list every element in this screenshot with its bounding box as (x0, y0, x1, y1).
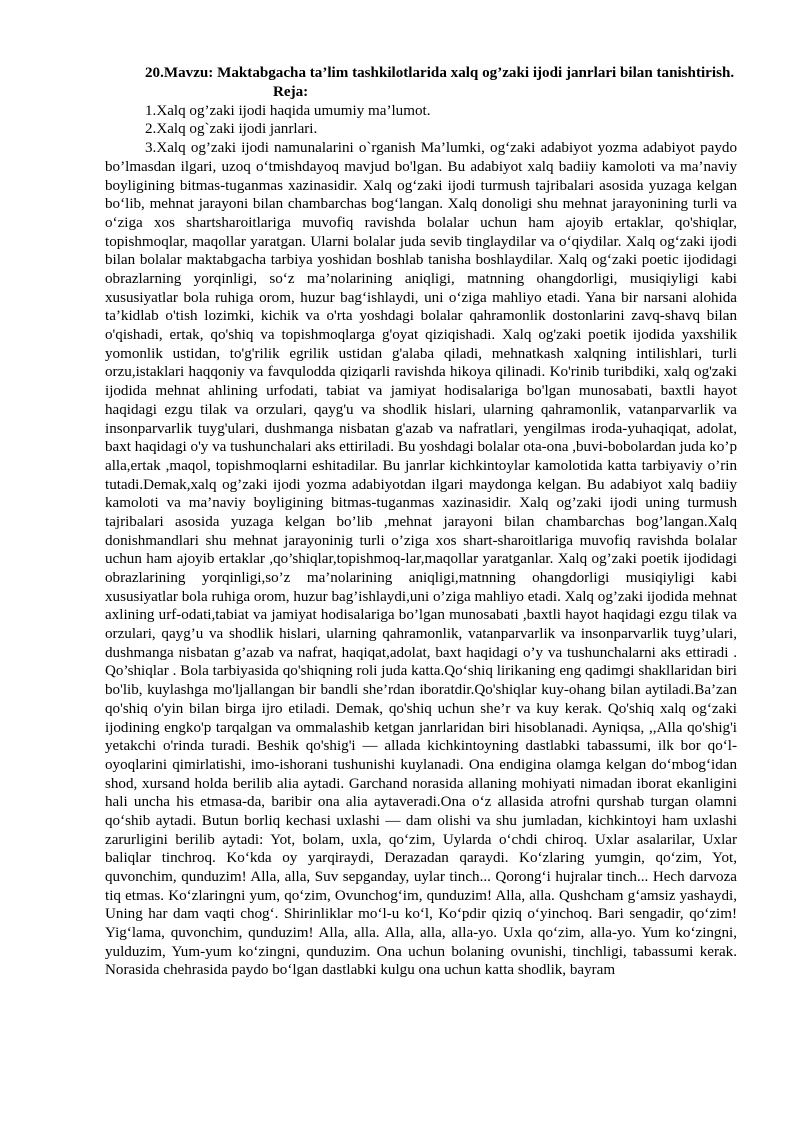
plan-item-1: 1.Xalq og’zaki ijodi haqida umumiy ma’lumot. (145, 102, 431, 119)
body-paragraph: 3.Xalq og’zaki ijodi namunalarini o`rganish Ma’lumki, og‘zaki adabiyot yozma adabiyot paydo bo’lmasdan ilgari, uzoq o‘tmishdayoq mavjud bo'lgan. Bu adabiyot xalq badiiy kamoloti va ma’naviy boyligining bitmas-tuganmas xazinasidir. Xalq og‘zaki ijodi turmush tajribalari asosida yuzaga kelgan bo‘lib, mehnat jarayoni bilan chambarchas bog‘langan. Xalq donoligi shu mehnat jarayonining turli va o‘ziga xos shartsharoitlariga muvofiq ravishda bolalar uchun ham ajoyib ertaklar, qo'shiqlar, topishmoqlar, maqollar yaratgan. Ularni bolalar juda sevib tinglaydilar va o‘qiydilar. Xalq og‘zaki ijodi bilan bolalar maktabgacha tarbiya yoshidan boshlab tanisha boshlaydilar. Xalq og‘zaki poetic ijodidagi obrazlarning yorqinligi, so‘z ma’nolarining aniqligi, matnning ohangdorligi, musiqiyligi kabi xususiyatlar bola ruhiga orom, huzur bag‘ishlaydi, uni o‘ziga mahliyo etadi. Yana bir narsani alohida ta’kidlab o'tish lozimki, kichik va o'rta yoshdagi bolalar qahramonlik dostonlarini zavq-shavq bilan o'qishadi, ertak, qo'shiq va topishmoqlarga g'oyat qiziqishadi. Xalq og'zaki poetik ijodida yaxshilik yomonlik ustidan, to'g'rilik egrilik ustidan g'alaba qiladi, mehnatkash xalqning intilishlari, turli orzu,istaklari haqqoniy va favqulodda qiziqarli ravishda hikoya qilinadi. Ko'rinib turibdiki, xalq og'zaki ijodida mehnat ahlining urfodati, tabiat va jamiyat hodisalariga bo'lgan munosabati, baxtli hayot haqidagi ezgu tilak va orzulari, qayg'u va shodlik hislari, ularning qahramonlik, vatanparvarlik va insonparvarlik tuyg'ulari, dushmanga nisbatan g'azab va nafratlari, yengilmas iroda-yuhaqiqat, adolat, baxt haqidagi o'y va tushunchalari aks ettiriladi. Bu yoshdagi bolalar ota-ona ,buvi-bobolardan juda ko’p alla,ertak ,maqol, topishmoqlarni eshitadilar. Bu janrlar kichkintoylar kamolotida katta tarbiyaviy o’rin tutadi.Demak,xalq og’zaki ijodi yozma adabiyotdan ilgari maydonga kelgan. Bu adabiyot xalq badiiy kamoloti va ma’naviy boyligining bitmas-tuganmas xazinasidir. Xalq og’zaki ijodi uning turmush tajribalari asosida yuzaga kelgan bo’lib ,mehnat jarayoni bilan chambarchas bog’langan.Xalq donishmandlari shu mehnat jarayoninig turli o’ziga xos shart-sharoitlariga muvofiq ravishda bolalar uchun ham ajoyib ertaklar ,qo’shiqlar,topishmoq-lar,maqollar yaratganlar. Xalq og’zaki poetik ijodidagi obrazlarining yorqinligi,so’z ma’nolarining aniqligi,matnning ohangdorligi musiqiyligi kabi xususiyatlar bola ruhiga orom, huzur bag’ishlaydi,uni o’ziga mahliyo etadi. Xalq og’zaki ijodida mehnat axlining urf-odati,tabiat va jamiyat hodisalariga bo’lgan munosabati ,baxtli hayot haqidagi ezgu tilak va orzulari, qayg’u va shodlik hislari, ularning qahramonlik, vatanparvarlik va insonparvarlik tuyg’ulari, dushmanga nisbatan g’azab va nafrat, haqiqat,adolat, baxt haqidagi o’y va tushunchalarni aks ettiradi . Qo’shiqlar . Bola tarbiyasida qo'shiqning roli juda katta.Qo‘shiq lirikaning eng qadimgi shakllaridan biri bo'lib, kuylashga mo'ljallangan bir bandli she’rdan iboratdir.Qo'shiqlar kuy-ohang bilan aytiladi.Ba’zan qo'shiq o'yin bilan birga ijro etiladi. Demak, qo'shiq uchun she’r va kuy kerak. Qo'shiq xalq og‘zaki ijodining engko'p tarqalgan va ommalashib ketgan janrlaridan biri hisoblanadi. Ayniqsa, ,,Alla qo'shig'i yetakchi o'rinda turadi. Beshik qo'shig'i — allada kichkintoyning dastlabki tabassumi, ilk bor qo‘l-oyoqlarini qimirlatishi, imo-ishorani tushunishi kuylanadi. Ona endigina olamga kelgan do‘mbog‘idan shod, xursand holda berilib alia aytadi. Garchand norasida allaning mohiyati nimadan iborat ekanligini hali uncha his etmasa-da, baribir ona alia aytaveradi.Ona o‘z allasida atrofni qurshab turgan olamni qo‘shib aytadi. Butun borliq kechasi uxlashi — dam olishi va shu jumladan, kichkintoyi ham uxlashi zarurligini berilib aytadi: Yot, bolam, uxla, qo‘zim, Uylarda o‘chdi chiroq. Uxlar asalarilar, Uxlar baliqlar tinchroq. Ko‘kda oy yarqiraydi, Derazadan qaraydi. Ko‘zlaring yumgin, qo‘zim, Yot, quvonchim, qunduzim! Alla, alla, Suv sepganday, uylar tinch... Qorong‘i hujralar tinch... Hech darvoza tiq etmas. Ko‘zlaringni yum, qo‘zim, Ovunchog‘im, qunduzim! Alla, alla. Qushcham g‘amsiz yashaydi, Uning har dam vaqti chog‘. Shirinliklar mo‘l-u ko‘l, Ko‘pdir qiziq o‘yinchoq. Bari sengadir, qo‘zim! Yig‘lama, quvonchim, qunduzim! Alla, alla. Alla, alla, alla-yo. Uxla qo‘zim, alla-yo. Yum ko‘zingni, yulduzim, Yum-yum ko‘zingni, qunduzim. Ona uchun bolaning ovunishi, tinchligi, tabassumi kerak. Norasida chehrasida paydo bo‘lgan dastlabki kulgu ona uchun katta shodlik, bayram (105, 140, 737, 979)
document-title: 20.Mavzu: Maktabgacha ta’lim tashkilotlarida xalq og’zaki ijodi janrlari bilan tanishtirish. (145, 65, 735, 81)
document-page (105, 64, 737, 980)
plan-item-2: 2.Xalq og`zaki ijodi janrlari. (145, 121, 318, 138)
plan-heading: Reja: (273, 83, 309, 100)
